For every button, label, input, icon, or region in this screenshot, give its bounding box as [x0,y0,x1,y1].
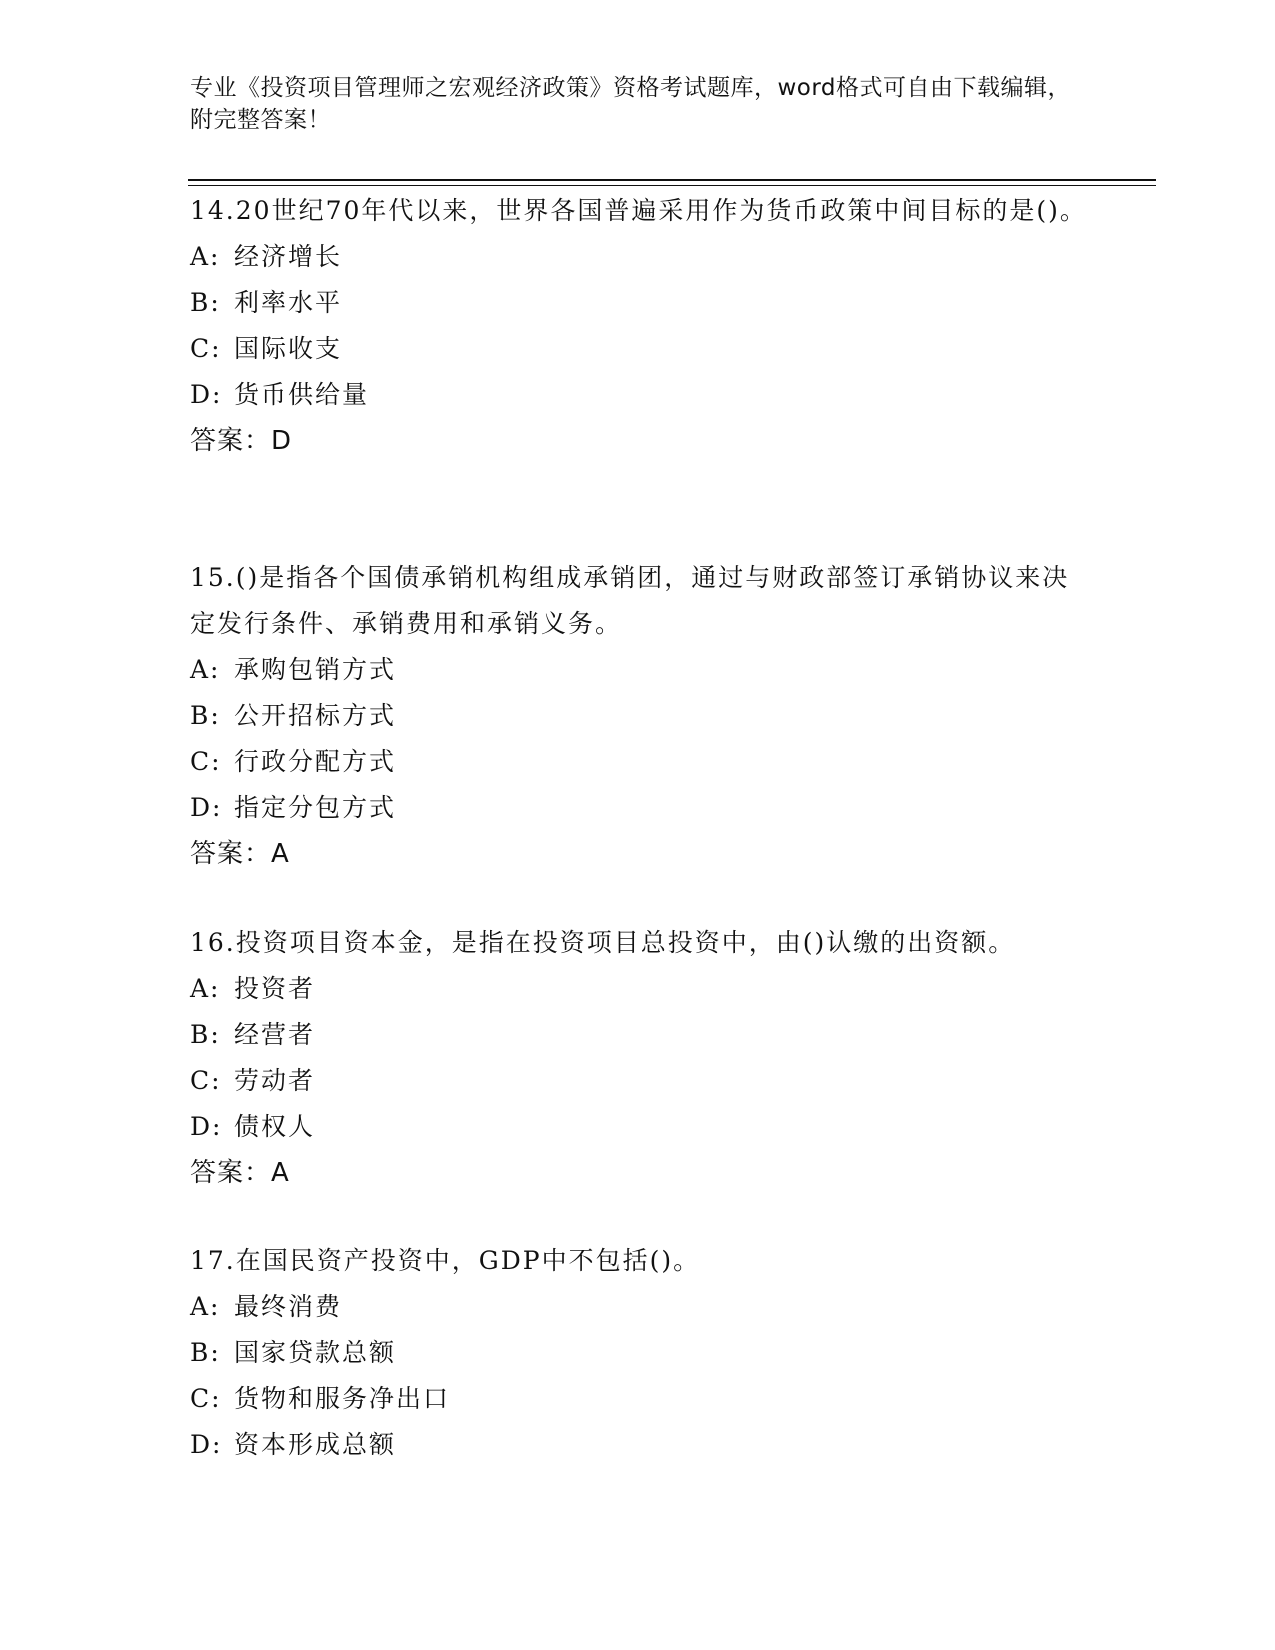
answer-line: 答案：A [190,1158,290,1188]
option-a [190,647,1090,693]
option-b [190,1330,1090,1376]
option-text: 货币供给量 [234,380,370,409]
option-text: 最终消费 [234,1292,343,1321]
option-letter: A: [190,242,221,271]
option-letter: A: [190,1292,221,1321]
option-letter: D: [190,1430,223,1459]
option-letter: C: [190,1384,222,1413]
option-text: 债权人 [234,1112,316,1141]
option-d [190,372,1090,418]
question-16 [190,920,1090,1196]
option-letter: B: [190,1338,221,1367]
option-letter: D: [190,793,223,822]
option-letter: A: [190,655,221,684]
option-text: 指定分包方式 [234,793,397,822]
option-text: 国际收支 [234,334,343,363]
question-17 [190,1238,1090,1468]
option-text: 经营者 [234,1020,316,1049]
option-c [190,739,1090,785]
question-stem: 14.20世纪70年代以来，世界各国普遍采用作为货币政策中间目标的是()。 [190,196,1087,225]
option-a [190,1284,1090,1330]
option-letter: C: [190,1066,222,1095]
option-letter: C: [190,747,222,776]
option-letter: B: [190,288,221,317]
option-a [190,966,1090,1012]
option-text: 行政分配方式 [234,747,397,776]
option-letter: B: [190,701,221,730]
option-letter: A: [190,974,221,1003]
option-b [190,280,1090,326]
option-text: 货物和服务净出口 [234,1384,451,1413]
option-text: 国家贷款总额 [234,1338,397,1367]
option-b [190,693,1090,739]
question-15 [190,555,1090,877]
option-text: 资本形成总额 [234,1430,397,1459]
option-d [190,1104,1090,1150]
header-divider-thick [188,179,1156,181]
question-stem: 16.投资项目资本金，是指在投资项目总投资中，由()认缴的出资额。 [190,928,1016,957]
option-text: 劳动者 [234,1066,316,1095]
option-letter: C: [190,334,222,363]
answer-line: 答案：A [190,839,290,869]
answer-line: 答案：D [190,426,293,456]
document-header: 专业《投资项目管理师之宏观经济政策》资格考试题库，word格式可自由下载编辑，附完整答案！ [190,75,1072,133]
question-stem: 17.在国民资产投资中，GDP中不包括()。 [190,1246,701,1275]
option-d [190,785,1090,831]
option-b [190,1012,1090,1058]
option-c [190,326,1090,372]
option-text: 承购包销方式 [234,655,397,684]
option-text: 投资者 [234,974,316,1003]
header-divider-thin [188,185,1156,186]
option-a [190,234,1090,280]
option-letter: D: [190,1112,223,1141]
option-text: 利率水平 [234,288,343,317]
option-text: 经济增长 [234,242,343,271]
option-text: 公开招标方式 [234,701,397,730]
question-14 [190,188,1090,464]
option-d [190,1422,1090,1468]
option-letter: D: [190,380,223,409]
question-stem: 15.()是指各个国债承销机构组成承销团，通过与财政部签订承销协议来决定发行条件、承销费用和承销义务。 [190,563,1070,638]
option-letter: B: [190,1020,221,1049]
option-c [190,1058,1090,1104]
option-c [190,1376,1090,1422]
